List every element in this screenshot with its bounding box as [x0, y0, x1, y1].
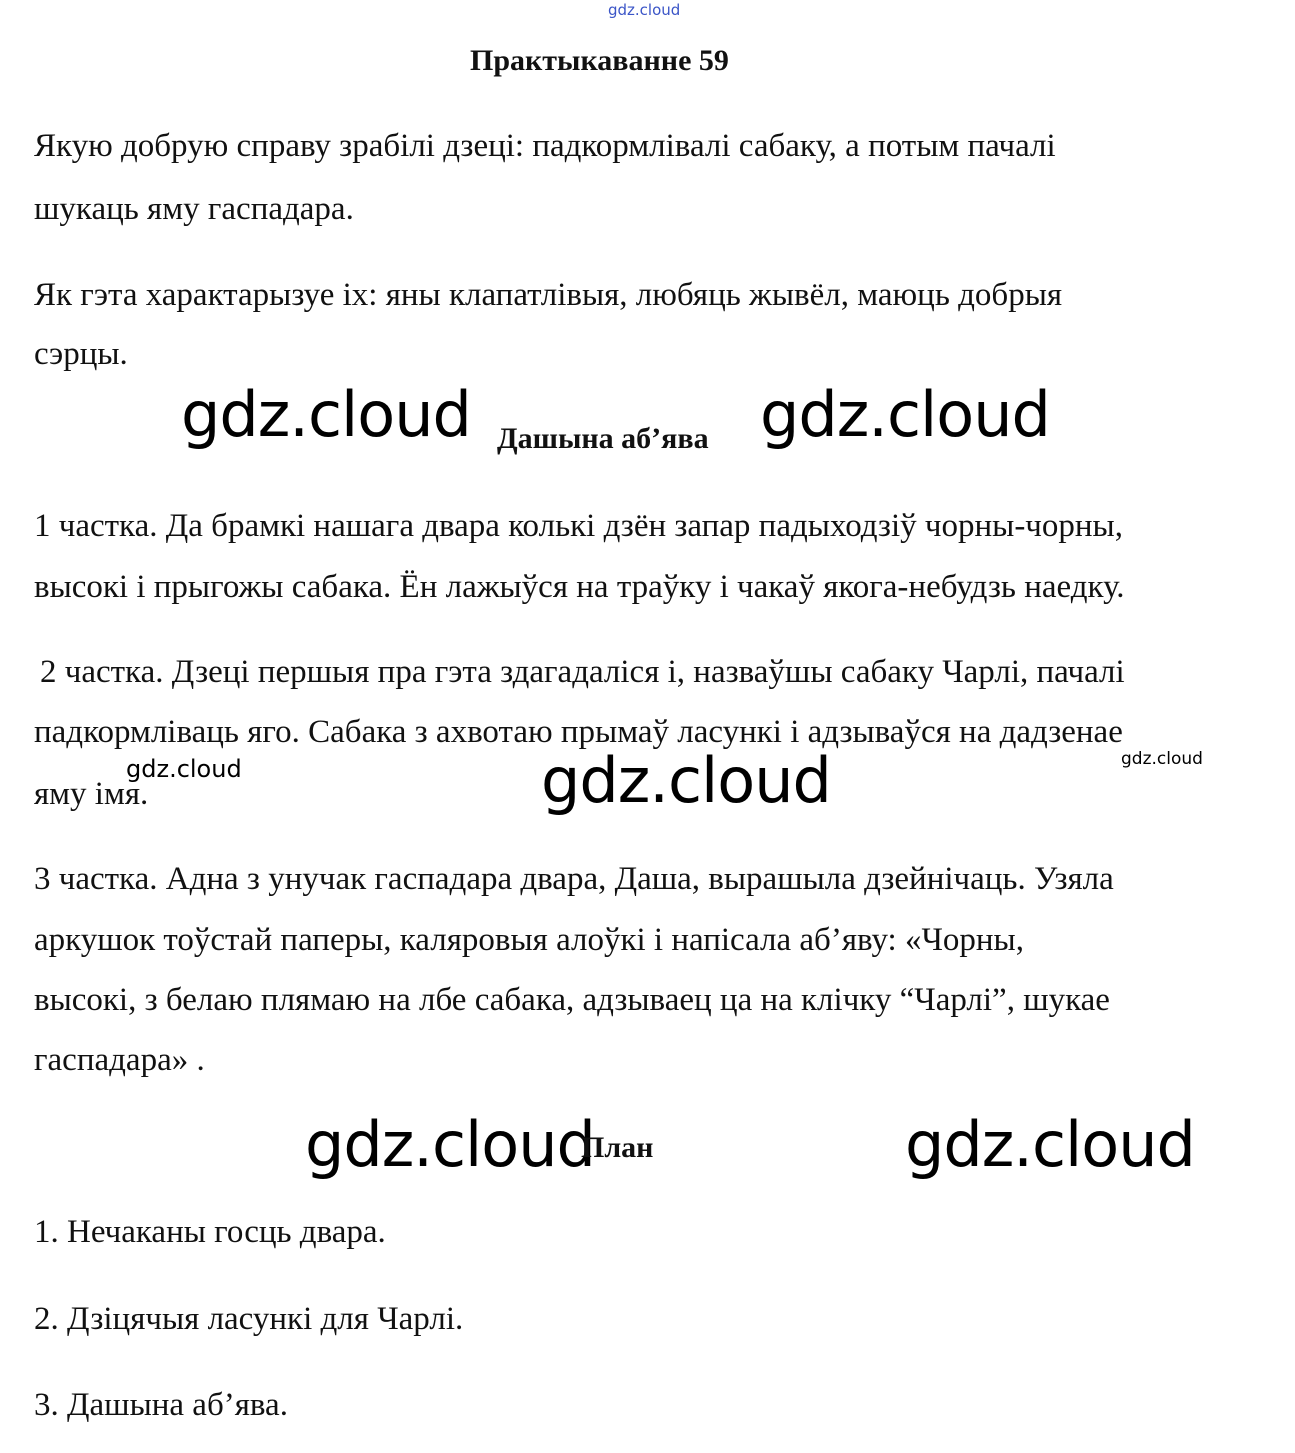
watermark-tiny: gdz.cloud [1121, 749, 1203, 769]
part-line: аркушок тоўстай паперы, каляровыя алоўкі і напісала аб’яву: «Чорны, [34, 922, 1024, 958]
part-line: 2 частка. Дзеці першыя пра гэта здагадаліся і, назваўшы сабаку Чарлі, пачалі [40, 654, 1125, 690]
part-line: 3 частка. Адна з унучак гаспадара двара, Даша, вырашыла дзейнічаць. Узяла [34, 861, 1114, 897]
intro-line: Як гэта характарызуе іх: яны клапатлівыя, любяць жывёл, маюць добрыя [34, 277, 1063, 313]
watermark-large: gdz.cloud [905, 1108, 1195, 1181]
plan-item: 2. Дзіцячыя ласункі для Чарлі. [34, 1301, 464, 1337]
part-line: падкормліваць яго. Сабака з ахвотаю прымаў ласункі і адзываўся на дадзенае [34, 714, 1123, 750]
intro-line: сэрцы. [34, 336, 128, 372]
watermark-large: gdz.cloud [181, 378, 471, 451]
watermark-small: gdz.cloud [126, 755, 242, 783]
page-title: Практыкаванне 59 [470, 44, 729, 77]
watermark-large: gdz.cloud [760, 378, 1050, 451]
part-line: яму імя. [34, 776, 149, 812]
intro-line: Якую добрую справу зрабілі дзеці: падкормлівалі сабаку, а потым пачалі [34, 128, 1056, 164]
part-line: высокі і прыгожы сабака. Ён лажыўся на траўку і чакаў якога-небудзь наедку. [34, 569, 1125, 605]
section-heading-announcement: Дашына аб’ява [497, 422, 709, 455]
watermark-large: gdz.cloud [541, 744, 831, 817]
intro-line: шукаць яму гаспадара. [34, 191, 354, 227]
watermark-top: gdz.cloud [608, 1, 681, 19]
plan-item: 1. Нечаканы госць двара. [34, 1214, 386, 1250]
part-line: гаспадара» . [34, 1042, 205, 1078]
section-heading-plan: План [581, 1131, 654, 1164]
plan-item: 3. Дашына аб’ява. [34, 1387, 288, 1423]
part-line: высокі, з белаю плямаю на лбе сабака, адзываец ца на клічку “Чарлі”, шукае [34, 982, 1110, 1018]
watermark-large: gdz.cloud [305, 1108, 595, 1181]
part-line: 1 частка. Да брамкі нашага двара колькі дзён запар падыходзіў чорны-чорны, [34, 508, 1123, 544]
